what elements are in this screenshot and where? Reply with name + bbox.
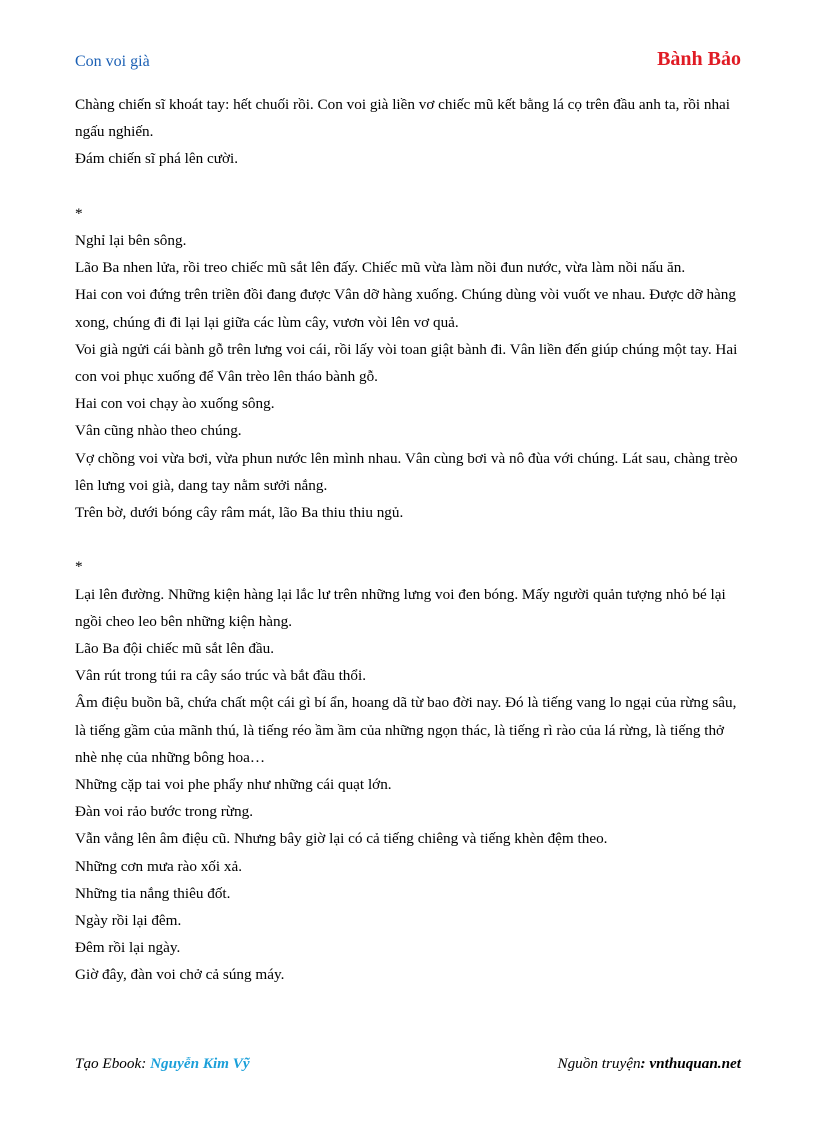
ebook-separator: :	[141, 1055, 151, 1072]
story-paragraph: Đàn voi rảo bước trong rừng.	[75, 803, 254, 821]
story-paragraph: Lão Ba đội chiếc mũ sắt lên đầu.	[75, 640, 275, 658]
story-paragraph: Lão Ba nhen lửa, rồi treo chiếc mũ sắt lên đấy. Chiếc mũ vừa làm nồi đun nước, vừa làm nồi nấu ăn.	[75, 259, 686, 277]
story-paragraph: Vân cũng nhào theo chúng.	[75, 422, 242, 440]
blank-line	[75, 173, 743, 200]
story-paragraph: Voi già ngửi cái bành gỗ trên lưng voi cái, rồi lấy vòi toan giật bành đi. Vân liền đến giúp chúng một tay. Hai con voi phục xuống để Vân trèo lên tháo bành gỗ.	[75, 340, 738, 386]
story-paragraph: Vợ chồng voi vừa bơi, vừa phun nước lên mình nhau. Vân cùng bơi và nô đùa với chúng. Lát sau, chàng trèo lên lưng voi già, dang tay nằm sưởi nắng.	[75, 449, 738, 494]
story-body	[75, 91, 743, 989]
story-paragraph: Những cặp tai voi phe phẩy như những cái quạt lớn.	[75, 776, 392, 794]
story-paragraph: Ngày rồi lại đêm.	[75, 912, 182, 930]
ebook-label: Tạo Ebook	[75, 1055, 142, 1072]
story-paragraph: Những tia nắng thiêu đốt.	[75, 884, 231, 902]
page-header	[75, 48, 741, 76]
story-paragraph: Đêm rồi lại ngày.	[75, 939, 181, 957]
blank-line	[75, 526, 743, 553]
story-paragraph: Lại lên đường. Những kiện hàng lại lắc lư trên những lưng voi đen bóng. Mấy người quản tượng nhỏ bé lại ngồi cheo leo bên những kiện hàng.	[75, 585, 726, 630]
author-name: Bành Bảo	[657, 48, 741, 70]
story-paragraph: Vân rút trong túi ra cây sáo trúc và bắt đầu thổi.	[75, 667, 367, 685]
story-paragraph: Những cơn mưa rào xối xả.	[75, 857, 243, 875]
story-paragraph: Vẫn vẳng lên âm điệu cũ. Nhưng bây giờ lại có cả tiếng chiêng và tiếng khèn đệm theo.	[75, 830, 608, 848]
story-title: Con voi già	[75, 53, 150, 70]
source-site-link[interactable]: vnthuquan.net	[649, 1055, 741, 1072]
story-paragraph: Nghỉ lại bên sông.	[75, 232, 187, 249]
story-paragraph: Hai con voi chạy ào xuống sông.	[75, 395, 275, 413]
story-paragraph: Đám chiến sĩ phá lên cười.	[75, 150, 239, 168]
section-separator: *	[75, 204, 83, 222]
page-footer	[75, 1055, 741, 1077]
source-separator: :	[640, 1055, 650, 1072]
ebook-credit	[75, 1055, 250, 1073]
story-paragraph: Âm điệu buồn bã, chứa chất một cái gì bí ẩn, hoang dã từ bao đời nay. Đó là tiếng vang lo ngại của rừng sâu, là tiếng gầm của mãnh thú, là tiếng réo ầm ầm của những ngọn thác, là tiếng rì rào của lá rừng, là tiếng thở nhè nhẹ của những bông hoa…	[75, 694, 737, 766]
source-credit	[557, 1055, 741, 1073]
story-paragraph: Trên bờ, dưới bóng cây râm mát, lão Ba thiu thiu ngủ.	[75, 504, 404, 522]
section-separator: *	[75, 558, 83, 576]
story-paragraph: Chàng chiến sĩ khoát tay: hết chuối rồi. Con voi già liền vơ chiếc mũ kết bằng lá cọ trên đầu anh ta, rồi nhai ngấu nghiến.	[75, 96, 731, 141]
story-paragraph: Giờ đây, đàn voi chở cả súng máy.	[75, 966, 285, 984]
source-label: Nguồn truyện	[557, 1055, 641, 1072]
story-paragraph: Hai con voi đứng trên triền đồi đang được Vân dỡ hàng xuống. Chúng dùng vòi vuốt ve nhau. Được dỡ hàng xong, chúng đi đi lại lại giữa các lùm cây, vươn vòi lên vơ quả.	[75, 286, 736, 331]
ebook-creator-link[interactable]: Nguyễn Kim Vỹ	[150, 1055, 250, 1072]
